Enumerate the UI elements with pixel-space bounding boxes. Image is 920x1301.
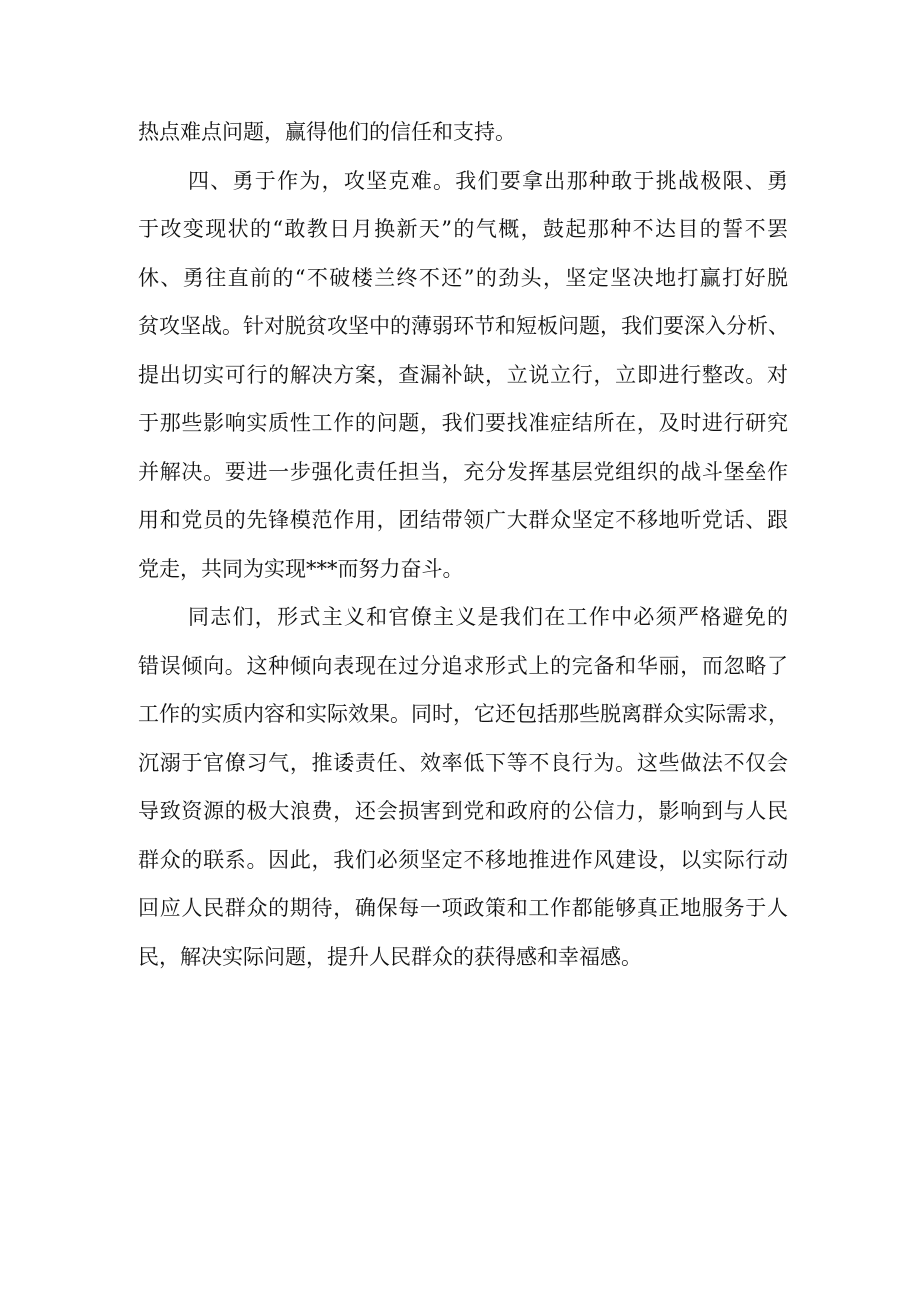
text-line: 于那些影响实质性工作的问题，我们要找准症结所在，及时进行研究 <box>138 411 788 435</box>
text-line: 休、勇往直前的“不破楼兰终不还”的劲头，坚定坚决地打赢打好脱 <box>138 265 788 290</box>
text-line: 沉溺于官僚习气，推诿责任、效率低下等不良行为。这些做法不仅会 <box>138 750 788 775</box>
text-line: 回应人民群众的期待，确保每一项政策和工作都能够真正地服务于人 <box>138 896 788 920</box>
text-line: 四、勇于作为，攻坚克难。我们要拿出那种敢于挑战极限、勇 <box>188 168 788 193</box>
text-line: 用和党员的先锋模范作用，团结带领广大群众坚定不移地听党话、跟 <box>138 508 788 532</box>
paragraph <box>138 157 788 594</box>
paragraph <box>138 593 788 981</box>
text-line: 党走，共同为实现***而努力奋斗。 <box>138 556 464 581</box>
text-line: 于改变现状的“敢教日月换新天”的气概，鼓起那种不达目的誓不罢 <box>138 217 788 241</box>
text-line: 群众的联系。因此，我们必须坚定不移地推进作风建设，以实际行动 <box>138 847 788 872</box>
text-line: 错误倾向。这种倾向表现在过分追求形式上的完备和华丽，而忽略了 <box>138 653 788 678</box>
text-line: 民，解决实际问题，提升人民群众的获得感和幸福感。 <box>138 944 642 969</box>
text-line: 提出切实可行的解决方案，查漏补缺，立说立行，立即进行整改。对 <box>138 362 788 387</box>
text-line: 热点难点问题，赢得他们的信任和支持。 <box>138 120 516 144</box>
paragraph <box>138 108 788 157</box>
text-line: 工作的实质内容和实际效果。同时，它还包括那些脱离群众实际需求， <box>138 702 789 726</box>
text-line: 同志们，形式主义和官僚主义是我们在工作中必须严格避免的 <box>188 605 788 629</box>
text-line: 并解决。要进一步强化责任担当，充分发挥基层党组织的战斗堡垒作 <box>138 459 788 484</box>
text-line: 贫攻坚战。针对脱贫攻坚中的薄弱环节和短板问题，我们要深入分析、 <box>138 314 789 338</box>
text-line: 导致资源的极大浪费，还会损害到党和政府的公信力，影响到与人民 <box>138 799 788 823</box>
document-body <box>138 108 788 981</box>
